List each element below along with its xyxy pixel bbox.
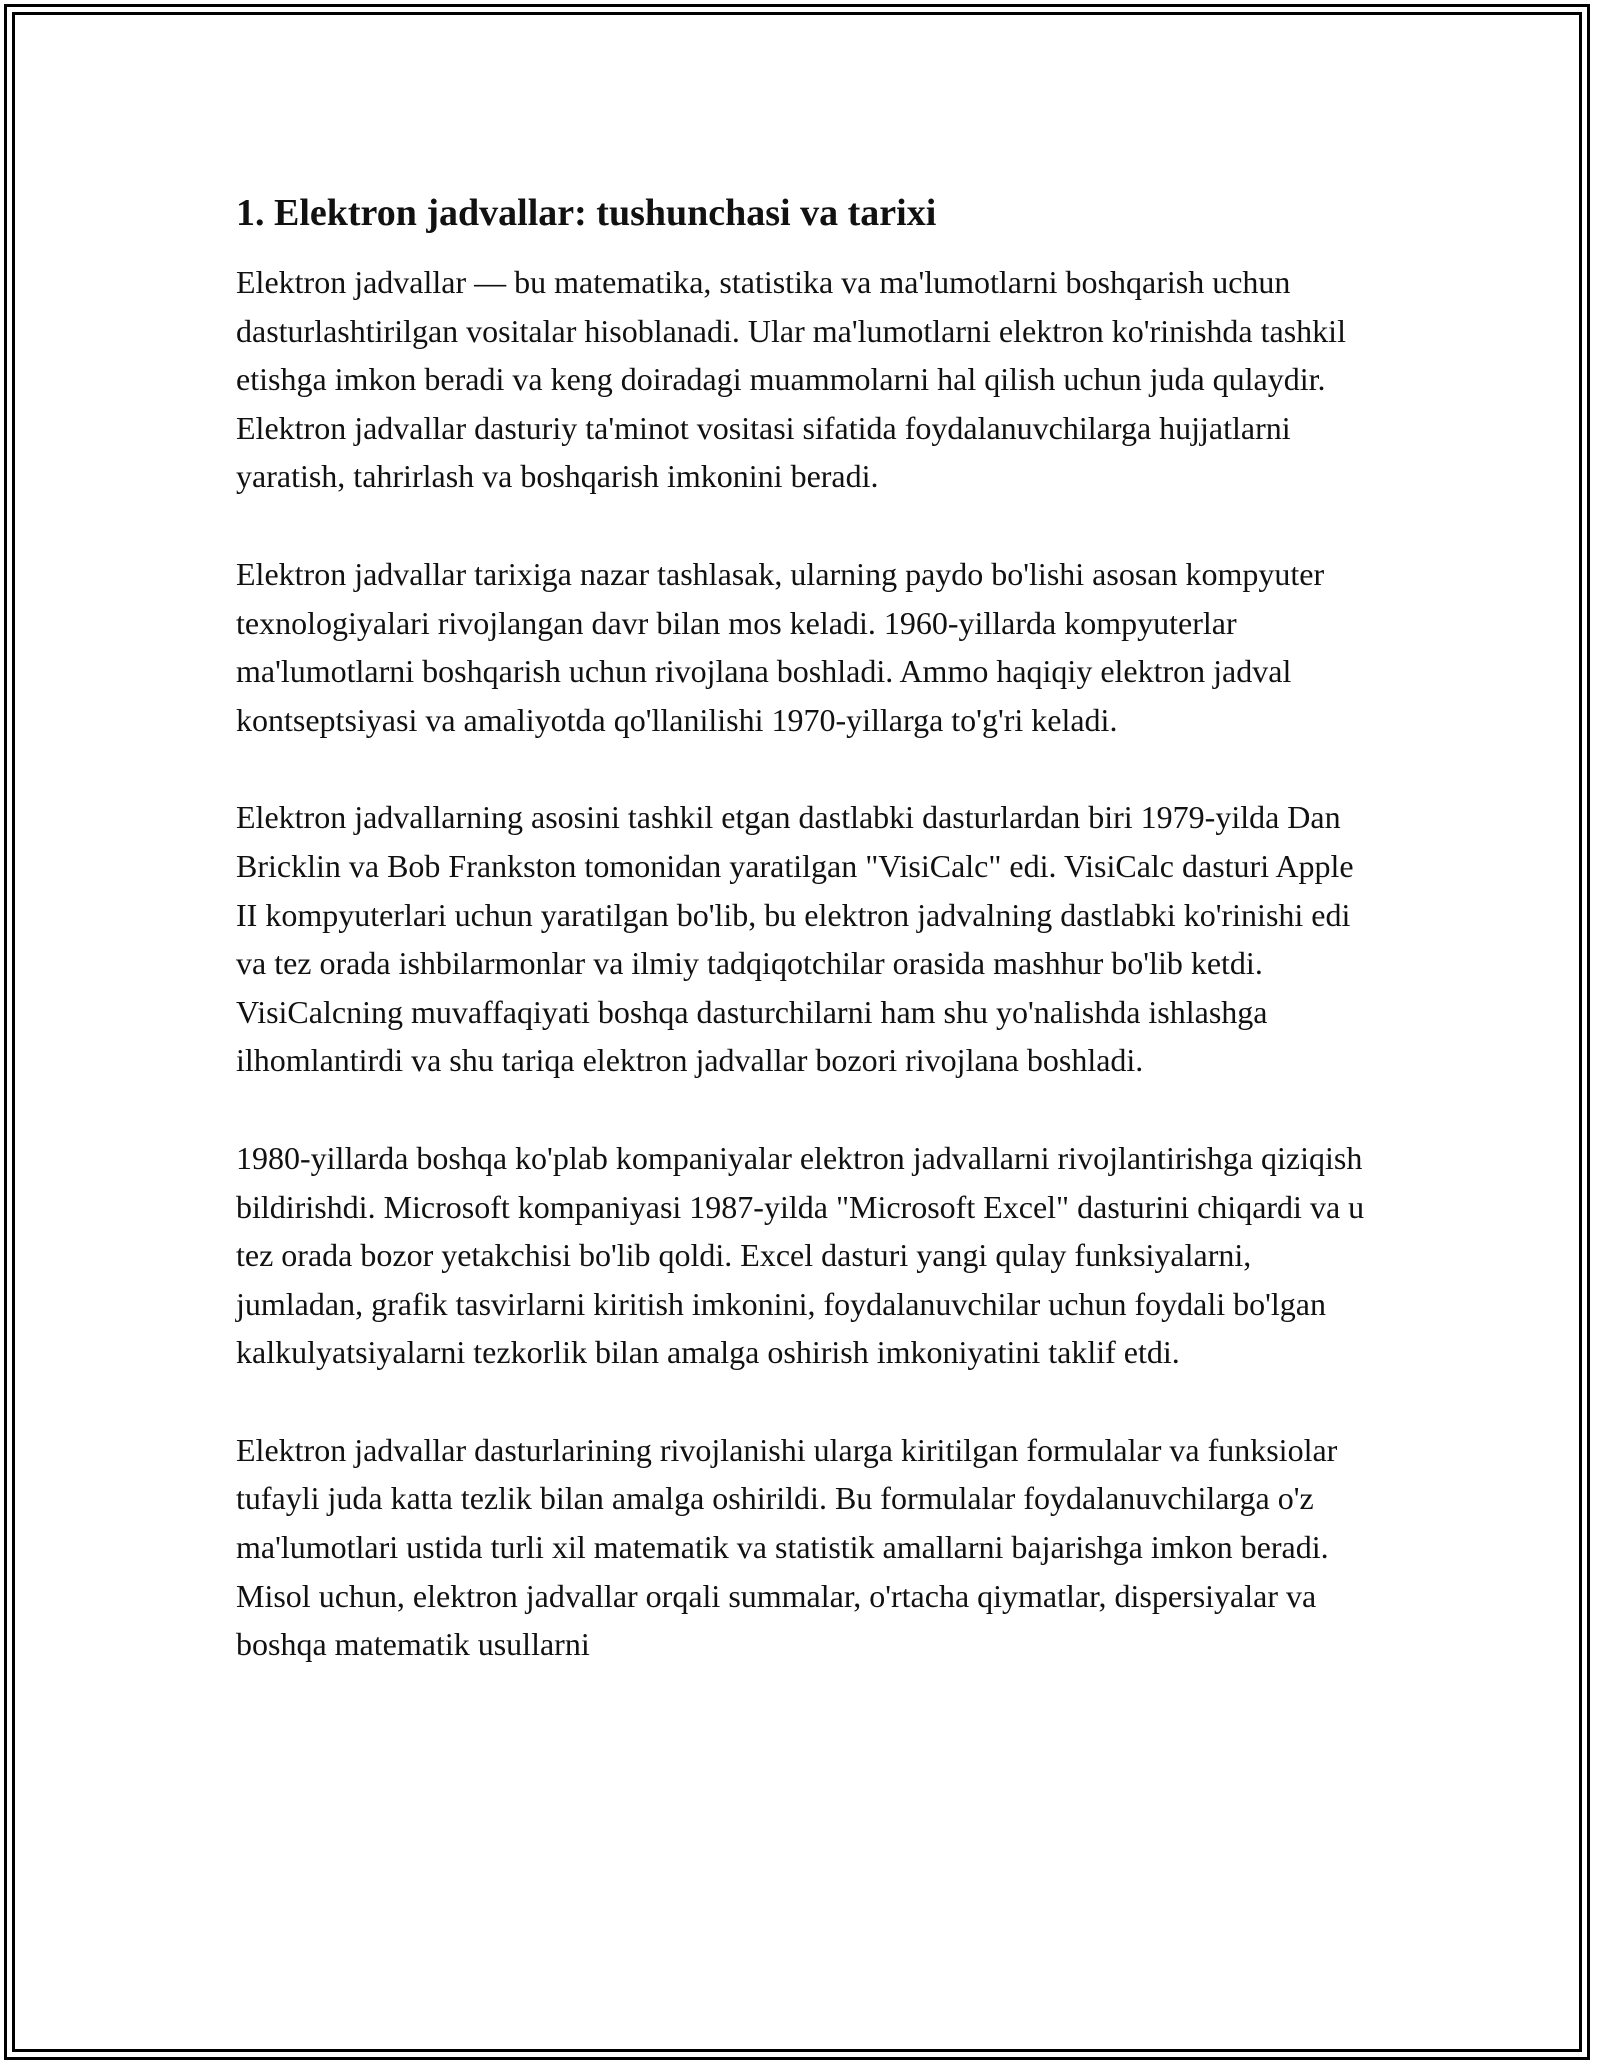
paragraph-formulas: Elektron jadvallar dasturlarining rivojlanishi ularga kiritilgan formulalar va funksiolar tufayli juda katta tezlik bilan amalga oshirildi. Bu formulalar foydalanuvchilarga o'z ma'lumotlari ustida turli xil matematik va statistik amallarni bajarishga imkon beradi. Misol uchun, elektron jadvallar orqali summalar, o'rtacha qiymatlar, dispersiyalar va boshqa matematik usullarni bbox=[236, 1431, 1338, 1663]
document-body bbox=[236, 186, 1376, 1718]
paragraph-history-origins: Elektron jadvallar tarixiga nazar tashlasak, ularning paydo bo'lishi asosan kompyuter texnologiyalari rivojlangan davr bilan mos keladi. 1960-yillarda kompyuterlar ma'lumotlarni boshqarish uchun rivojlana boshladi. Ammo haqiqiy elektron jadval kontseptsiyasi va amaliyotda qo'llanilishi 1970-yillarga to'g'ri keladi. bbox=[236, 555, 1325, 738]
paragraph-microsoft-excel: 1980-yillarda boshqa ko'plab kompaniyalar elektron jadvallarni rivojlantirishga qiziqish bildirishdi. Microsoft kompaniyasi 1987-yilda "Microsoft Excel" dasturini chiqardi va u tez orada bozor yetakchisi bo'lib qoldi. Excel dasturi yangi qulay funksiyalarni, jumladan, grafik tasvirlarni kiritish imkonini, foydalanuvchilar uchun foydali bo'lgan kalkulyatsiyalarni tezkorlik bilan amalga oshirish imkoniyatini taklif etdi. bbox=[236, 1139, 1365, 1371]
section-heading: 1. Elektron jadvallar: tushunchasi va tarixi bbox=[236, 192, 937, 234]
paragraph-visicalc: Elektron jadvallarning asosini tashkil etgan dastlabki dasturlardan biri 1979-yilda Dan Bricklin va Bob Frankston tomonidan yaratilgan "VisiCalc" edi. VisiCalc dasturi Apple II kompyuterlari uchun yaratilgan bo'lib, bu elektron jadvalning dastlabki ko'rinishi edi va tez orada ishbilarmonlar va ilmiy tadqiqotchilar orasida mashhur bo'lib ketdi. VisiCalcning muvaffaqiyati boshqa dasturchilarni ham shu yo'nalishda ishlashga ilhomlantirdi va shu tariqa elektron jadvallar bozori rivojlana boshladi. bbox=[236, 799, 1354, 1079]
paragraph-definition: Elektron jadvallar — bu matematika, statistika va ma'lumotlarni boshqarish uchun dasturlashtirilgan vositalar hisoblanadi. Ular ma'lumotlarni elektron ko'rinishda tashkil etishga imkon beradi va keng doiradagi muammolarni hal qilish uchun juda qulaydir. Elektron jadvallar dasturiy ta'minot vositasi sifatida foydalanuvchilarga hujjatlarni yaratish, tahrirlash va boshqarish imkonini beradi. bbox=[236, 264, 1346, 495]
